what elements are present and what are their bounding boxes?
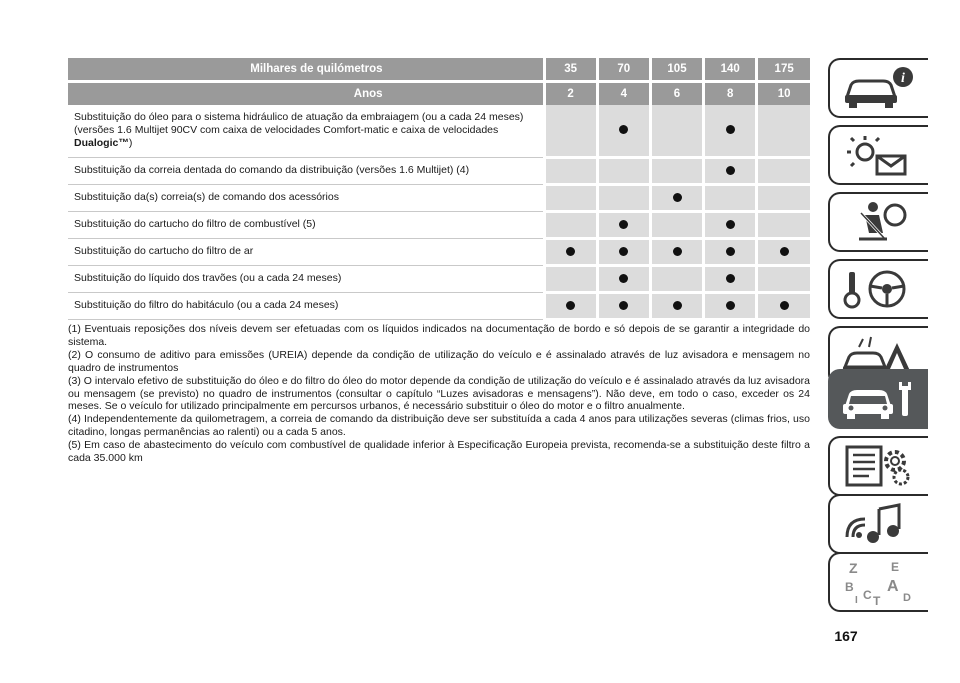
footnote: (3) O intervalo efetivo de substituição do óleo e do filtro do óleo do motor depende da condição de utilização do veículo e é assinalado através da luz avisadora ou mensagem (se previsto) no quadro de instrumentos (consultar o capítulo “Luzes avisadoras e mensagens”). Não deve, em todo o caso, exceder os 24 meses. Se o veículo for utilizado principalmente em percursos urbanos, é necessário substituir o óleo do motor e o filtro anualmente.: [68, 374, 810, 413]
index-letter: A: [887, 578, 899, 595]
brand-name: Dualogic™: [74, 137, 129, 150]
interval-cell: [544, 184, 597, 211]
footnote: (5) Em caso de abastecimento do veículo com combustível de qualidade inferior à Especificação Europeia prevista, recomenda-se a substituição deste filtro a cada 35.000 km: [68, 439, 810, 465]
interval-cell: [544, 265, 597, 292]
operation-text: Substituição da correia dentada do comando da distribuição (versões 1.6 Multijet) (4): [74, 164, 470, 176]
interval-cell: [704, 211, 757, 238]
interval-cell: [757, 238, 810, 265]
footnote: (4) Independentemente da quilometragem, a correia de comando da distribuição deve ser substituída a cada 4 anos para utilizações severas (climas frios, uso citadino, longas permanências ao ralenti) ou a cada 5 anos.: [68, 413, 810, 439]
table-row: [68, 292, 810, 319]
service-required-dot: [619, 274, 628, 283]
header-km-value: 140: [704, 58, 757, 82]
table-row: [68, 184, 810, 211]
operation-description: [68, 105, 544, 157]
service-required-dot: [619, 247, 628, 256]
interval-cell: [597, 211, 650, 238]
interval-cell: [597, 184, 650, 211]
interval-cell: [544, 105, 597, 157]
interval-cell: [704, 184, 757, 211]
interval-cell: [704, 157, 757, 184]
table-row: [68, 105, 810, 157]
tab-safety[interactable]: [828, 192, 928, 252]
operation-description: [68, 292, 544, 319]
header-km-value: 35: [544, 58, 597, 82]
service-required-dot: [566, 301, 575, 310]
header-km-label: Milhares de quilómetros: [68, 58, 544, 82]
interval-cell: [597, 157, 650, 184]
service-required-dot: [780, 247, 789, 256]
multimedia-icon: [839, 501, 919, 547]
service-required-dot: [673, 247, 682, 256]
interval-cell: [650, 211, 703, 238]
interval-cell: [650, 238, 703, 265]
interval-cell: [544, 211, 597, 238]
service-required-dot: [726, 274, 735, 283]
interval-cell: [597, 292, 650, 319]
index-letter: D: [903, 592, 911, 604]
interval-cell: [650, 292, 703, 319]
tab-maintenance[interactable]: [828, 369, 928, 429]
interval-cell: [757, 157, 810, 184]
interval-cell: [757, 105, 810, 157]
header-km-value: 70: [597, 58, 650, 82]
operation-description: [68, 184, 544, 211]
index-letter: B: [845, 580, 854, 594]
service-required-dot: [673, 301, 682, 310]
interval-cell: [757, 211, 810, 238]
service-required-dot: [726, 125, 735, 134]
operation-text-suffix: ): [128, 137, 133, 150]
operation-description: [68, 157, 544, 184]
maintenance-rows: [68, 105, 810, 319]
service-required-dot: [726, 166, 735, 175]
interval-cell: [650, 157, 703, 184]
interval-cell: [704, 238, 757, 265]
service-required-dot: [726, 220, 735, 229]
interval-cell: [597, 105, 650, 157]
interval-cell: [544, 292, 597, 319]
interval-cell: [757, 292, 810, 319]
header-year-value: 8: [704, 82, 757, 106]
header-row-km: [68, 58, 810, 82]
header-year-value: 2: [544, 82, 597, 106]
header-year-value: 6: [650, 82, 703, 106]
starting-driving-icon: [839, 266, 919, 312]
operation-text: Substituição do cartucho do filtro de ar: [74, 245, 254, 257]
header-years-label: Anos: [68, 82, 544, 106]
header-row-years: [68, 82, 810, 106]
interval-cell: [650, 184, 703, 211]
tab-index[interactable]: [828, 552, 928, 612]
page-number: 167: [834, 628, 858, 644]
service-required-dot: [726, 247, 735, 256]
service-required-dot: [673, 193, 682, 202]
operation-text: Substituição da(s) correia(s) de comando dos acessórios: [74, 191, 339, 203]
tab-technical-data[interactable]: [828, 436, 928, 496]
index-letter: Z: [849, 560, 858, 576]
operation-text: Substituição do líquido dos travões (ou a cada 24 meses): [74, 272, 342, 284]
index-letter: I: [855, 595, 858, 605]
maintenance-schedule-table: [68, 58, 810, 321]
interval-cell: [650, 265, 703, 292]
service-required-dot: [566, 247, 575, 256]
maintenance-icon: [839, 376, 919, 422]
interval-cell: [704, 105, 757, 157]
footnote: (1) Eventuais reposições dos níveis devem ser efetuadas com os líquidos indicados na documentação de bordo e só depois de se garantir a integridade do sistema.: [68, 323, 810, 348]
index-letter: C: [863, 588, 872, 602]
table-row: [68, 265, 810, 292]
index-letter: T: [873, 594, 881, 605]
interval-cell: [704, 265, 757, 292]
tab-warning-lights[interactable]: [828, 125, 928, 185]
tab-starting-driving[interactable]: [828, 259, 928, 319]
header-year-value: 10: [757, 82, 810, 106]
operation-description: [68, 211, 544, 238]
service-required-dot: [619, 301, 628, 310]
interval-cell: [704, 292, 757, 319]
header-km-value: 175: [757, 58, 810, 82]
interval-cell: [757, 184, 810, 211]
operation-description: [68, 238, 544, 265]
footnote: (2) O consumo de aditivo para emissões (UREIA) depende da condição de utilização do veículo e é assinalado através de luz avisadora e mensagem no quadro de instrumentos: [68, 348, 810, 374]
header-year-value: 4: [597, 82, 650, 106]
technical-data-icon: [839, 443, 919, 489]
service-required-dot: [619, 125, 628, 134]
table-row: [68, 157, 810, 184]
interval-cell: [757, 265, 810, 292]
operation-description: [68, 265, 544, 292]
operation-text: Substituição do filtro do habitáculo (ou a cada 24 meses): [74, 299, 339, 311]
interval-cell: [650, 105, 703, 157]
interval-cell: [544, 157, 597, 184]
warning-lights-icon: [839, 132, 919, 178]
service-required-dot: [780, 301, 789, 310]
table-row: [68, 238, 810, 265]
operation-text: Substituição do óleo para o sistema hidráulico de atuação da embraiagem (ou a cada 24 meses) (versões 1.6 Multijet 90CV com caixa de velocidades Comfort-matic e caixa de velocidades: [74, 111, 524, 137]
interval-cell: [544, 238, 597, 265]
service-required-dot: [726, 301, 735, 310]
header-km-value: 105: [650, 58, 703, 82]
index-icon: [839, 559, 919, 605]
service-required-dot: [619, 220, 628, 229]
car-info-icon: [839, 65, 919, 111]
interval-cell: [597, 238, 650, 265]
operation-text: Substituição do cartucho do filtro de combustível (5): [74, 218, 316, 230]
table-row: [68, 211, 810, 238]
index-letter: E: [891, 560, 900, 574]
safety-airbag-icon: [839, 199, 919, 245]
interval-cell: [597, 265, 650, 292]
svg-text:i: i: [901, 71, 905, 86]
footnotes: [68, 323, 810, 465]
tab-car-info[interactable]: [828, 58, 928, 118]
tab-multimedia[interactable]: [828, 494, 928, 554]
